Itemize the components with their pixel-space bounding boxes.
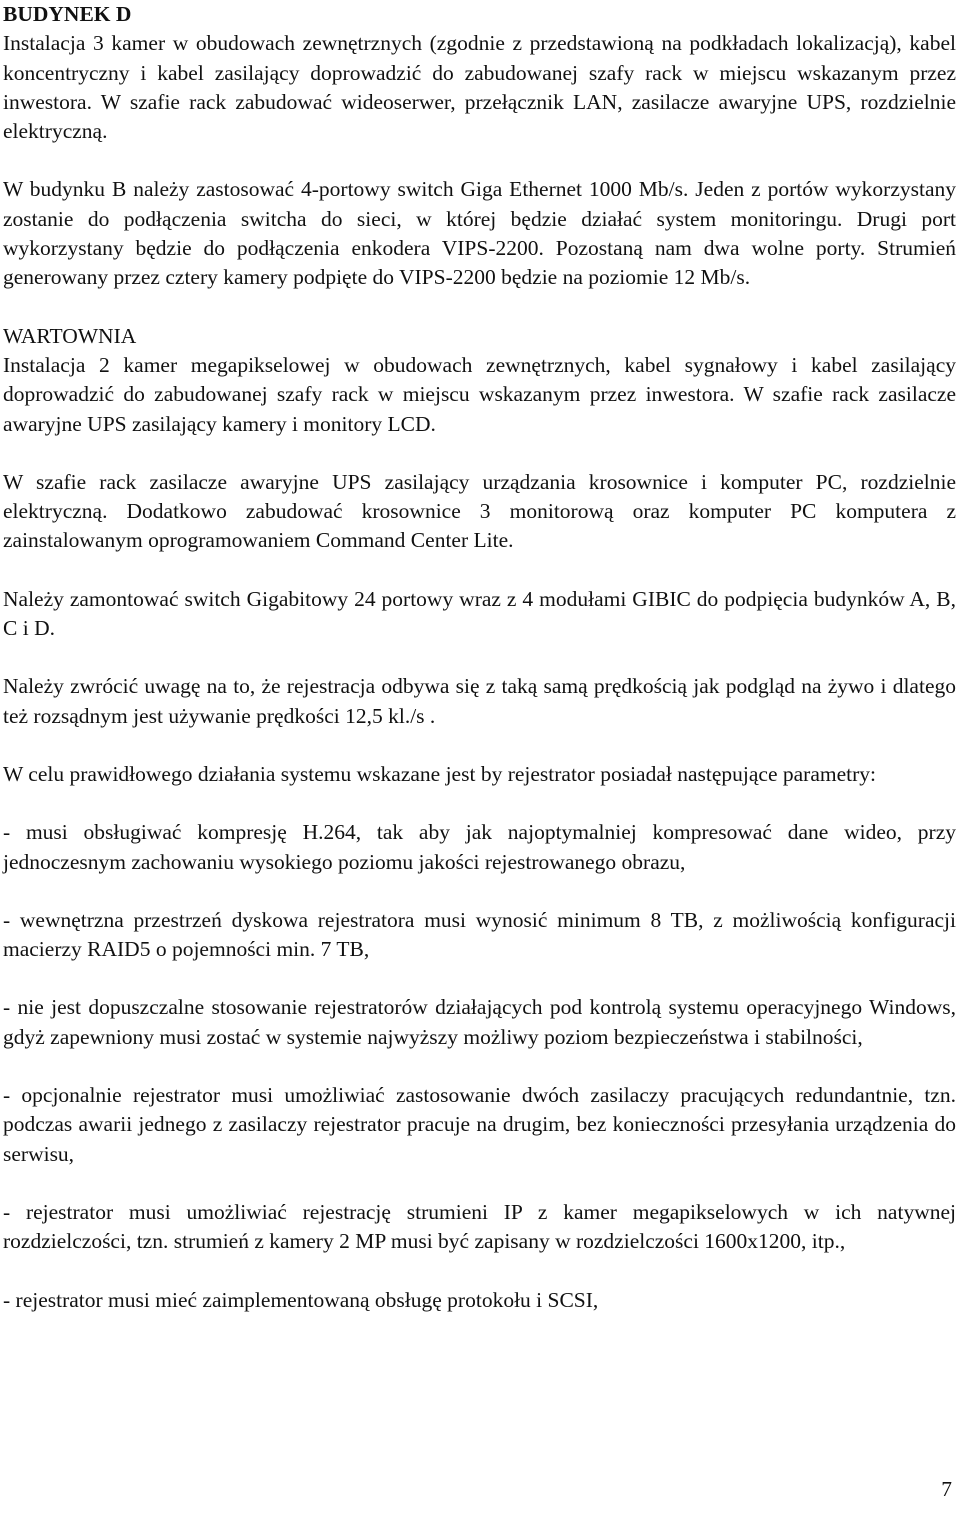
list-item: - rejestrator musi umożliwiać rejestrację strumieni IP z kamer megapikselowych w ich natywnej rozdzielczości, tzn. strumień z kamery 2 MP musi być zapisany w rozdzielczości 1600x1200, itp.,	[3, 1199, 956, 1254]
list-item: - wewnętrzna przestrzeń dyskowa rejestratora musi wynosić minimum 8 TB, z możliwością konfiguracji macierzy RAID5 o pojemności min. 7 TB,	[3, 907, 956, 962]
list-item: - musi obsługiwać kompresję H.264, tak aby jak najoptymalniej kompresować dane wideo, przy jednoczesnym zachowaniu wysokiego poziomu jakości rejestrowanego obrazu,	[3, 820, 956, 874]
page-number: 7	[941, 1477, 952, 1501]
list-item: - opcjonalnie rejestrator musi umożliwiać zastosowanie dwóch zasilaczy pracujących redundantnie, tzn. podczas awarii jednego z zasilaczy rejestrator pracuje na drugim, bez konieczności przesyłania urządzenia do serwisu,	[3, 1083, 956, 1166]
paragraph: W celu prawidłowego działania systemu wskazane jest by rejestrator posiadał następujące parametry:	[3, 761, 877, 786]
paragraph: W budynku B należy zastosować 4-portowy switch Giga Ethernet 1000 Mb/s. Jeden z portów wykorzystany zostanie do podłączenia switcha do sieci, w której będzie działać system monitoringu. Drugi port wykorzystany będzie do podłączenia enkodera VIPS-2200. Pozostaną nam dwa wolne porty. Strumień generowany przez cztery kamery podpięte do VIPS-2200 będzie na poziomie 12 Mb/s.	[3, 177, 956, 290]
paragraph: Instalacja 3 kamer w obudowach zewnętrznych (zgodnie z przedstawioną na podkładach lokalizacją), kabel koncentryczny i kabel zasilający doprowadzić do zabudowanej szafy rack w miejscu wskazanym przez inwestora. W szafie rack zabudować wideoserwer, przełącznik LAN, zasilacze awaryjne UPS, rozdzielnie elektryczną.	[3, 31, 956, 144]
list-item: - rejestrator musi mieć zaimplementowaną obsługę protokołu i SCSI,	[3, 1287, 599, 1312]
section-heading-wartownia: WARTOWNIA	[3, 323, 137, 348]
section-heading-budynek-d: BUDYNEK D	[3, 2, 132, 26]
paragraph: Należy zamontować switch Gigabitowy 24 portowy wraz z 4 modułami GIBIC do podpięcia budynków A, B, C i D.	[3, 586, 956, 641]
paragraph: Należy zwrócić uwagę na to, że rejestracja odbywa się z taką samą prędkością jak podgląd na żywo i dlatego też rozsądnym jest używanie prędkości 12,5 kl./s .	[3, 674, 956, 728]
list-item: - nie jest dopuszczalne stosowanie rejestratorów działających pod kontrolą systemu operacyjnego Windows, gdyż zapewniony musi zostać w systemie najwyższy możliwy poziom bezpieczeństwa i stabilności,	[3, 995, 956, 1049]
document-page	[3, 0, 956, 1315]
paragraph: W szafie rack zasilacze awaryjne UPS zasilający urządzania krosownice i komputer PC, rozdzielnie elektryczną. Dodatkowo zabudować krosownice 3 monitorową oraz komputer PC komputera z zainstalowanym oprogramowaniem Command Center Lite.	[3, 469, 956, 553]
paragraph: Instalacja 2 kamer megapikselowej w obudowach zewnętrznych, kabel sygnałowy i kabel zasilający doprowadzić do zabudowanej szafy rack w miejscu wskazanym przez inwestora. W szafie rack zasilacze awaryjne UPS zasilający kamery i monitory LCD.	[3, 352, 956, 436]
